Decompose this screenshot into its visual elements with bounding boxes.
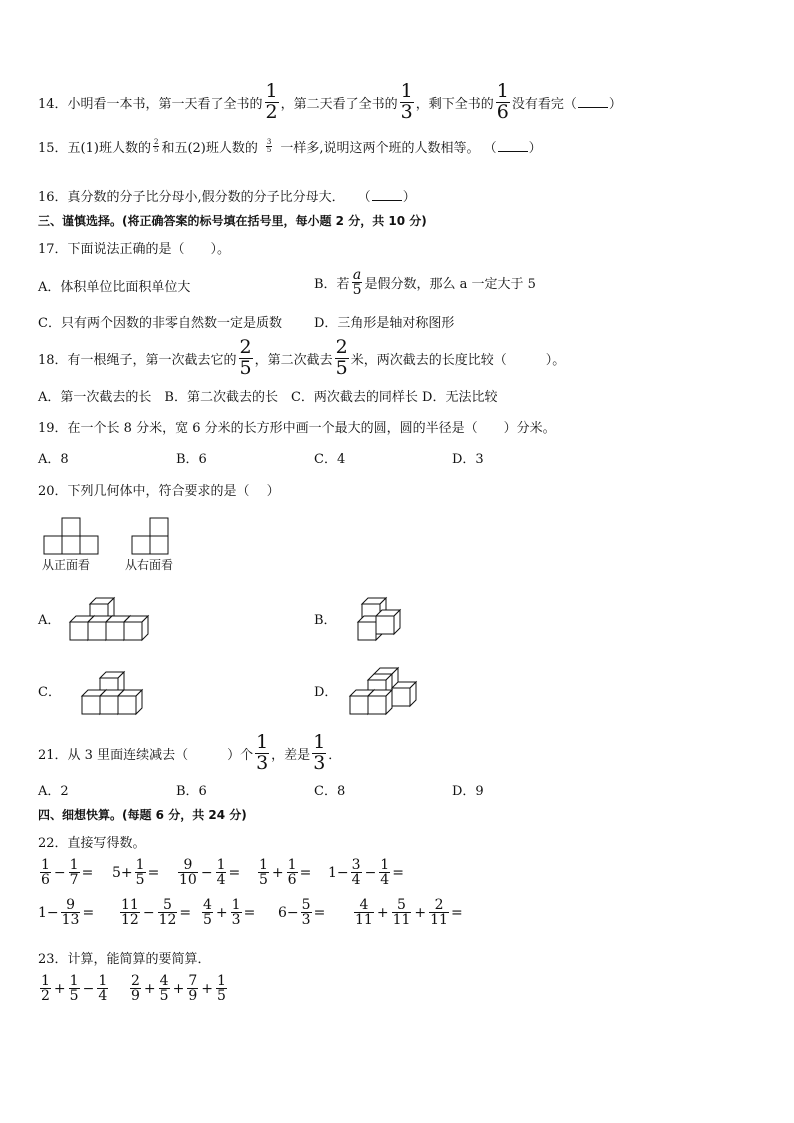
fraction: $\frac{2}{5}$ <box>239 336 252 379</box>
calc-expression: 1− $\frac{3}{4}$ − $\frac{1}{4}$ = <box>328 857 404 888</box>
fraction: $\frac{2}{5}$ <box>335 336 348 379</box>
q20-option-d-figure[interactable] <box>346 664 422 716</box>
q20-option-a-figure[interactable] <box>66 594 156 642</box>
q17-option-c[interactable]: C．只有两个因数的非零自然数一定是质数 <box>38 316 282 331</box>
fraction: $\frac{a}{5}$ <box>352 267 362 298</box>
question-14: 14．小明看一本书，第一天看了全书的 $\frac{1}{2}$ ，第二天看了全书的 $\frac{1}{3}$ ，剩下全书的 $\frac{1}{6}$ 没有看完（ ） <box>38 80 622 123</box>
fraction: $\frac{1}{3}$ <box>313 731 326 774</box>
answer-blank[interactable] <box>578 97 608 108</box>
question-22-stem: 22．直接写得数。 <box>38 836 146 851</box>
calc-expression: $\frac{4}{11}$ + $\frac{5}{11}$ + $\frac{2}{11}$ = <box>355 897 463 928</box>
calc-expression: $\frac{1}{2}$ + $\frac{1}{5}$ − $\frac{1}{4}$ <box>41 973 108 1004</box>
calc-expression: $\frac{11}{12}$ − $\frac{5}{12}$ = <box>121 897 192 928</box>
calc-expression: 1− $\frac{9}{13}$ = <box>38 897 95 928</box>
calc-expression: $\frac{4}{5}$ + $\frac{1}{3}$ = <box>203 897 256 928</box>
section-3-heading: 三、谨慎选择。(将正确答案的标号填在括号里，每小题 2 分，共 10 分) <box>38 214 427 228</box>
fraction: $\frac{1}{2}$ <box>265 80 278 123</box>
answer-blank[interactable] <box>498 141 528 152</box>
q19-option-a[interactable]: A．8 <box>38 452 69 467</box>
calc-expression: 5+ $\frac{1}{5}$ = <box>112 857 160 888</box>
calc-expression: $\frac{9}{10}$ − $\frac{1}{4}$ = <box>179 857 241 888</box>
answer-blank[interactable] <box>372 190 402 201</box>
fraction: $\frac{3}{5}$ <box>266 138 272 154</box>
question-16: 16．真分数的分子比分母小,假分数的分子比分母大． （ ） <box>38 190 416 205</box>
q21-option-c[interactable]: C．8 <box>314 784 346 799</box>
fraction: $\frac{2}{5}$ <box>153 138 159 154</box>
q20-option-a-label[interactable]: A． <box>38 613 61 628</box>
question-19-stem: 19．在一个长 8 分米，宽 6 分米的长方形中画一个最大的圆，圆的半径是（ ）分米。 <box>38 421 556 436</box>
question-21: 21．从 3 里面连续减去（ ）个 $\frac{1}{3}$ ，差是 $\frac{1}{3}$ ． <box>38 731 342 774</box>
question-18: 18．有一根绳子，第一次截去它的 $\frac{2}{5}$ ，第二次截去 $\frac{2}{5}$ 米，两次截去的长度比较（ ）。 <box>38 336 566 379</box>
front-view-figure <box>42 516 102 556</box>
q21-option-a[interactable]: A．2 <box>38 784 69 799</box>
q18-options[interactable]: A．第一次截去的长 B．第二次截去的长 C．两次截去的同样长 D．无法比较 <box>38 390 498 405</box>
question-20-stem: 20．下列几何体中，符合要求的是（ ） <box>38 484 280 499</box>
section-4-heading: 四、细想快算。(每题 6 分，共 24 分) <box>38 808 247 822</box>
q17-option-a[interactable]: A．体积单位比面积单位大 <box>38 280 191 295</box>
q20-option-c-figure[interactable] <box>78 666 148 716</box>
front-view-caption: 从正面看 <box>42 558 91 572</box>
question-23-stem: 23．计算，能简算的要简算． <box>38 952 211 967</box>
calc-expression: $\frac{1}{5}$ + $\frac{1}{6}$ = <box>259 857 312 888</box>
q21-option-b[interactable]: B．6 <box>176 784 207 799</box>
right-view-figure <box>130 516 174 556</box>
q17-option-b[interactable]: B．若 $\frac{a}{5}$ 是假分数，那么 a 一定大于 5 <box>314 267 536 298</box>
fraction: $\frac{1}{3}$ <box>400 80 413 123</box>
q20-option-b-label[interactable]: B． <box>314 613 337 628</box>
calc-expression: $\frac{1}{6}$ − $\frac{1}{7}$ = <box>41 857 94 888</box>
q20-option-c-label[interactable]: C． <box>38 685 61 700</box>
question-17-stem: 17．下面说法正确的是（ ）。 <box>38 242 231 257</box>
q19-option-c[interactable]: C．4 <box>314 452 346 467</box>
fraction: $\frac{1}{3}$ <box>256 731 269 774</box>
fraction: $\frac{1}{6}$ <box>496 80 509 123</box>
right-view-caption: 从右面看 <box>125 558 174 572</box>
q19-option-d[interactable]: D．3 <box>452 452 484 467</box>
q19-option-b[interactable]: B．6 <box>176 452 207 467</box>
calc-expression: $\frac{2}{9}$ + $\frac{4}{5}$ + $\frac{7}{9}$ + $\frac{1}{5}$ <box>131 973 226 1004</box>
q20-option-b-figure[interactable] <box>354 594 410 642</box>
q21-option-d[interactable]: D．9 <box>452 784 484 799</box>
q17-option-d[interactable]: D．三角形是轴对称图形 <box>314 316 455 331</box>
calc-expression: 6− $\frac{5}{3}$ = <box>278 897 326 928</box>
question-15: 15．五(1)班人数的 $\frac{2}{5}$ 和五(2)班人数的 $\frac{3}{5}$ 一样多,说明这两个班的人数相等。 （ ） <box>38 138 542 156</box>
q20-option-d-label[interactable]: D． <box>314 685 338 700</box>
